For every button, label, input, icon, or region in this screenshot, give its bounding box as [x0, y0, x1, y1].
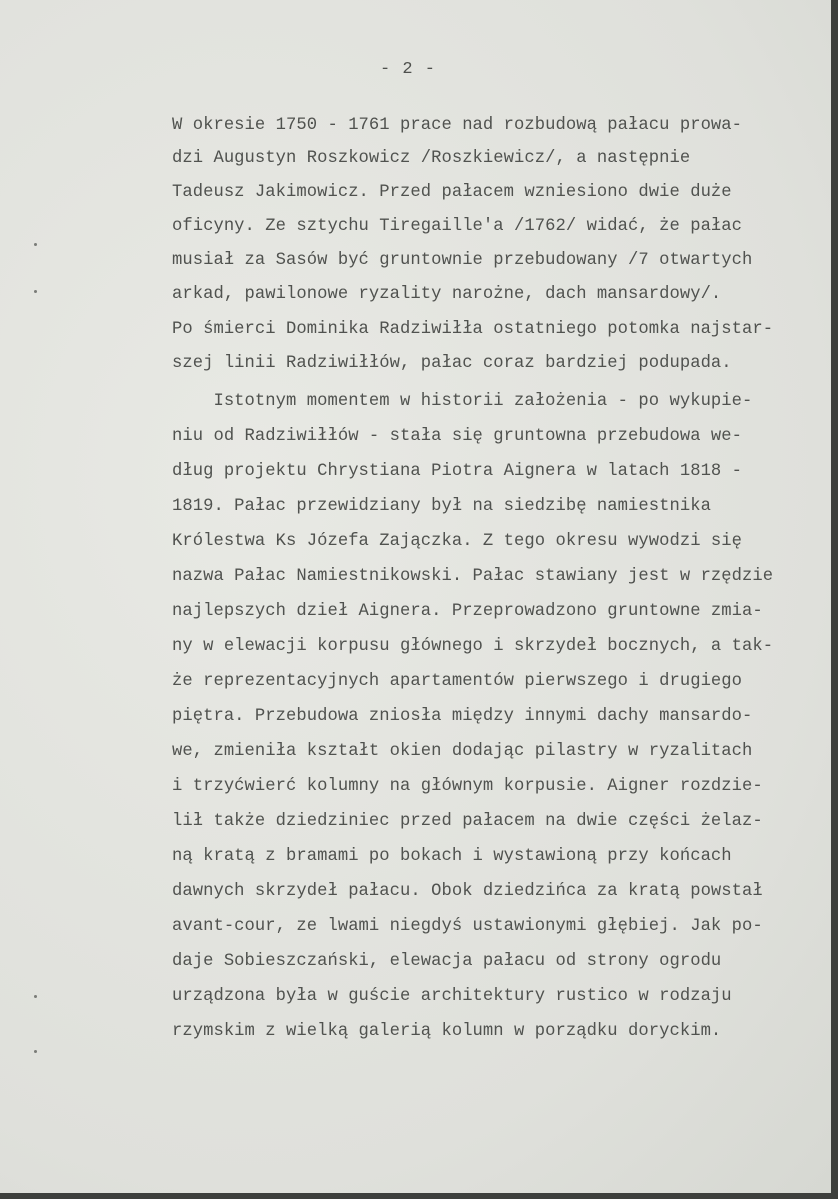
text-line: dawnych skrzydeł pałacu. Obok dziedzińca za kratą powstał	[172, 882, 763, 901]
text-line: we, zmieniła kształt okien dodając pilastry w ryzalitach	[172, 742, 753, 761]
text-line: rzymskim z wielką galerią kolumn w porządku doryckim.	[172, 1022, 722, 1041]
text-line: dług projektu Chrystiana Piotra Aignera w latach 1818 -	[172, 462, 743, 481]
scan-edge-right	[831, 0, 838, 1199]
text-line: najlepszych dzieł Aignera. Przeprowadzono gruntowne zmia-	[172, 602, 763, 621]
margin-mark	[34, 995, 37, 998]
text-line: Istotnym momentem w historii założenia - po wykupie-	[172, 392, 753, 411]
text-line: arkad, pawilonowe ryzality narożne, dach mansardowy/.	[172, 285, 722, 304]
text-line: piętra. Przebudowa zniosła między innymi dachy mansardo-	[172, 707, 753, 726]
margin-mark	[34, 243, 37, 246]
text-line: ny w elewacji korpusu głównego i skrzydeł bocznych, a tak-	[172, 637, 774, 656]
text-line: daje Sobieszczański, elewacja pałacu od strony ogrodu	[172, 952, 722, 971]
text-line: Królestwa Ks Józefa Zajączka. Z tego okresu wywodzi się	[172, 532, 743, 551]
text-line: ną kratą z bramami po bokach i wystawioną przy końcach	[172, 847, 732, 866]
text-line: Po śmierci Dominika Radziwiłła ostatniego potomka najstar-	[172, 320, 774, 339]
text-line: W okresie 1750 - 1761 prace nad rozbudową pałacu prowa-	[172, 116, 743, 135]
text-line: i trzyćwierć kolumny na głównym korpusie. Aigner rozdzie-	[172, 777, 763, 796]
text-line: szej linii Radziwiłłów, pałac coraz bardziej podupada.	[172, 354, 732, 373]
text-line: urządzona była w guście architektury rustico w rodzaju	[172, 987, 732, 1006]
text-line: niu od Radziwiłłów - stała się gruntowna przebudowa we-	[172, 427, 743, 446]
scan-edge-bottom	[0, 1193, 838, 1199]
text-line: dzi Augustyn Roszkowicz /Roszkiewicz/, a następnie	[172, 149, 691, 168]
text-line: 1819. Pałac przewidziany był na siedzibę namiestnika	[172, 497, 711, 516]
text-line: lił także dziedziniec przed pałacem na dwie części żelaz-	[172, 812, 763, 831]
margin-mark	[34, 1050, 37, 1053]
page-number: - 2 -	[380, 60, 437, 79]
text-line: musiał za Sasów być gruntownie przebudowany /7 otwartych	[172, 251, 753, 270]
margin-mark	[34, 290, 37, 293]
text-line: avant-cour, ze lwami niegdyś ustawionymi głębiej. Jak po-	[172, 917, 763, 936]
text-line: nazwa Pałac Namiestnikowski. Pałac stawiany jest w rzędzie	[172, 567, 774, 586]
text-line: oficyny. Ze sztychu Tiregaille'a /1762/ widać, że pałac	[172, 217, 743, 236]
text-line: że reprezentacyjnych apartamentów pierwszego i drugiego	[172, 672, 743, 691]
text-line: Tadeusz Jakimowicz. Przed pałacem wzniesiono dwie duże	[172, 183, 732, 202]
